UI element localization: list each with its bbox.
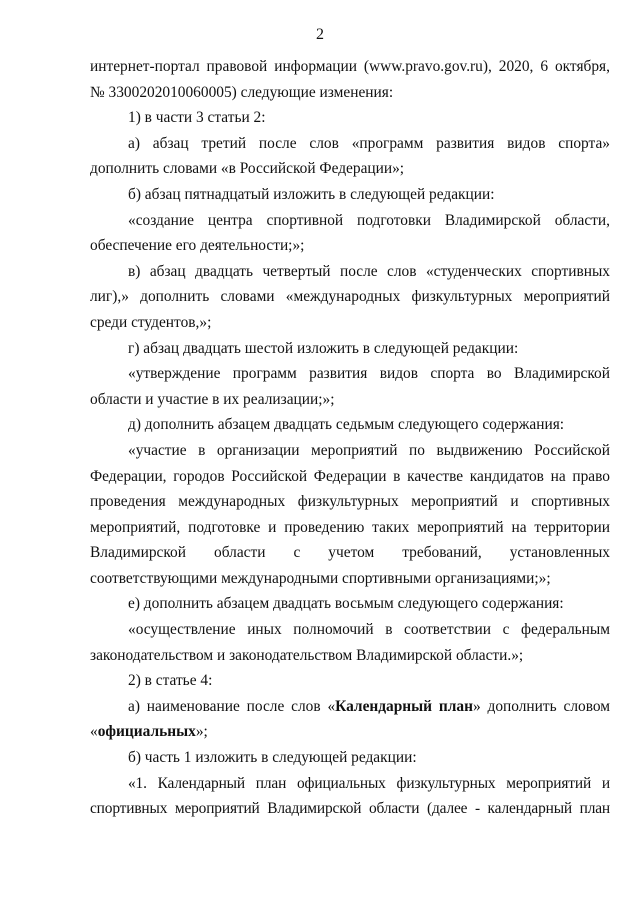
paragraph-item-2a-text: а) наименование после слов « [128, 697, 336, 715]
page-number: 2 [316, 26, 324, 43]
paragraph-quote-1e: «осуществление иных полномочий в соответствии с федеральным законодательством и законодательством Владимирской области.»; [90, 621, 610, 664]
paragraph-quote-1g: «утверждение программ развития видов спорта во Владимирской области и участие в их реализации;»; [90, 365, 610, 408]
paragraph-item-1g: г) абзац двадцать шестой изложить в следующей редакции: [128, 339, 519, 357]
paragraph-quote-2b: «1. Календарный план официальных физкультурных мероприятий и спортивных мероприятий Владимирской области (далее - календарный план [90, 774, 610, 818]
paragraph-item-1a: а) абзац третий после слов «программ развития видов спорта» дополнить словами «в Российской Федерации»; [90, 134, 610, 178]
paragraph-item-1d: д) дополнить абзацем двадцать седьмым следующего содержания: [128, 416, 565, 434]
paragraph-quote-1d: «участие в организации мероприятий по выдвижению Российской Федерации, городов Российской Федерации в качестве кандидатов на право проведения международных физкультурных мероприятий и спортивных мероприятий, подготовке и проведению таких мероприятий на территории Владимирской области с учетом требований, установленных соответствующими международными спортивными организациями;»; [90, 441, 610, 587]
paragraph-item-2a-text: » дополнить словом « [90, 697, 610, 741]
paragraph-item-2a [90, 694, 610, 745]
paragraph-intro: интернет-портал правовой информации (www.pravo.gov.ru), 2020, 6 октября, № 3300202010060005) следующие изменения: [90, 58, 610, 101]
document-body [90, 54, 610, 822]
bold-term-calendar-plan: Календарный план [335, 697, 473, 715]
paragraph-item-2: 2) в статье 4: [128, 672, 213, 690]
paragraph-item-2a-text: »; [195, 723, 208, 741]
paragraph-quote-1b: «создание центра спортивной подготовки Владимирской области, обеспечение его деятельности;»; [90, 211, 610, 255]
paragraph-item-1v: в) абзац двадцать четвертый после слов «студенческих спортивных лиг),» дополнить словами «международных физкультурных мероприятий среди студентов,»; [90, 262, 610, 331]
paragraph-item-1: 1) в части 3 статьи 2: [128, 109, 266, 127]
bold-term-official: официальных [97, 723, 196, 741]
paragraph-item-2b: б) часть 1 изложить в следующей редакции: [128, 749, 417, 767]
paragraph-item-1e: е) дополнить абзацем двадцать восьмым следующего содержания: [128, 595, 564, 613]
paragraph-item-1b: б) абзац пятнадцатый изложить в следующей редакции: [128, 185, 495, 203]
